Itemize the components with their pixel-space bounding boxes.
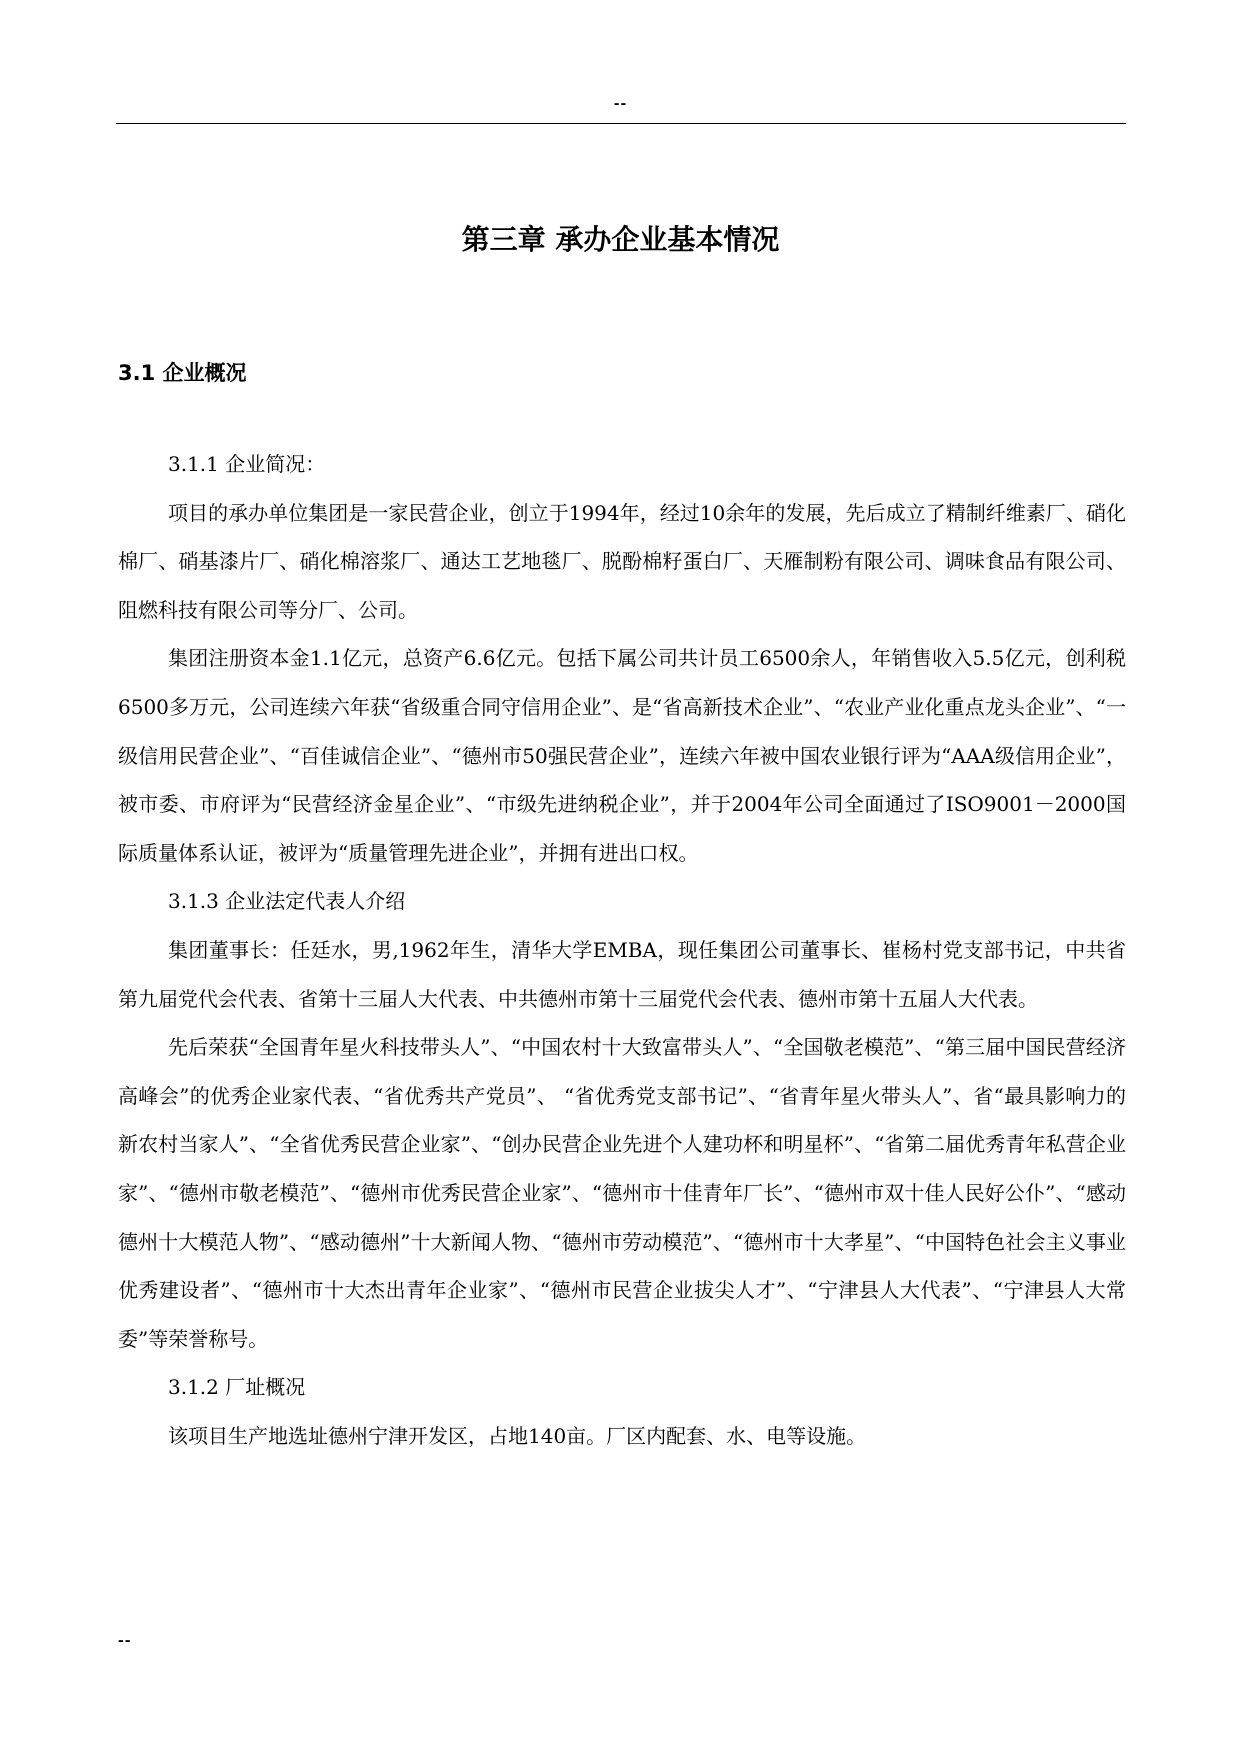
subsection-heading-legal-rep: 3.1.3 企业法定代表人介绍 xyxy=(168,889,406,914)
section-heading: 3.1 企业概况 xyxy=(118,361,247,385)
paragraph-chairman-intro: 集团董事长：任廷水，男,1962年生，清华大学EMBA，现任集团公司董事长、崔杨村党支部书记，中共省第九届党代会代表、省第十三届人大代表、中共德州市第十三届党代会代表、德州市第十五届人大代表。 xyxy=(118,937,1126,1011)
paragraph-company-capital: 集团注册资本金1.1亿元，总资产6.6亿元。包括下属公司共计员工6500余人，年销售收入5.5亿元，创利税6500多万元，公司连续六年获“省级重合同守信用企业”、是“省高新技术企业”、“农业产业化重点龙头企业”、“一级信用民营企业”、“百佳诚信企业”、“德州市50强民营企业”，连续六年被中国农业银行评为“AAA级信用企业”，被市委、市府评为“民营经济金星企业”、“市级先进纳税企业”，并于2004年公司全面通过了ISO9001－2000国际质量体系认证，被评为“质量管理先进企业”，并拥有进出口权。 xyxy=(118,646,1126,865)
subsection-heading-profile: 3.1.1 企业简况： xyxy=(168,452,326,476)
paragraph-site-overview: 该项目生产地选址德州宁津开发区，占地140亩。厂区内配套、水、电等设施。 xyxy=(168,1423,867,1448)
chapter-title: 第三章 承办企业基本情况 xyxy=(461,223,780,256)
page-header-mark: -- xyxy=(613,96,628,112)
paragraph-company-history: 项目的承办单位集团是一家民营企业，创立于1994年，经过10余年的发展，先后成立了精制纤维素厂、硝化棉厂、硝基漆片厂、硝化棉溶浆厂、通达工艺地毯厂、脱酚棉籽蛋白厂、天雁制粉有限公司、调味食品有限公司、阻燃科技有限公司等分厂、公司。 xyxy=(118,500,1126,622)
subsection-heading-site: 3.1.2 厂址概况 xyxy=(168,1375,306,1400)
paragraph-honors: 先后荣获“全国青年星火科技带头人”、“中国农村十大致富带头人”、“全国敬老模范”、“第三届中国民营经济高峰会”的优秀企业家代表、“省优秀共产党员”、 “省优秀党支部书记”、“省青年星火带头人”、省“最具影响力的新农村当家人”、“全省优秀民营企业家”、“创办民营企业先进个人建功杯和明星杯”、“省第二届优秀青年私营企业家”、“德州市敬老模范”、“德州市优秀民营企业家”、“德州市十佳青年厂长”、“德州市双十佳人民好公仆”、“感动德州十大模范人物”、“感动德州”十大新闻人物、“德州市劳动模范”、“德州市十大孝星”、“中国特色社会主义事业优秀建设者”、“德州市十大杰出青年企业家”、“德州市民营企业拔尖人才”、“宁津县人大代表”、“宁津县人大常委”等荣誉称号。 xyxy=(118,1035,1126,1351)
body-text xyxy=(118,440,1126,1460)
header-divider xyxy=(116,123,1126,124)
page-footer-mark: -- xyxy=(118,1633,132,1649)
